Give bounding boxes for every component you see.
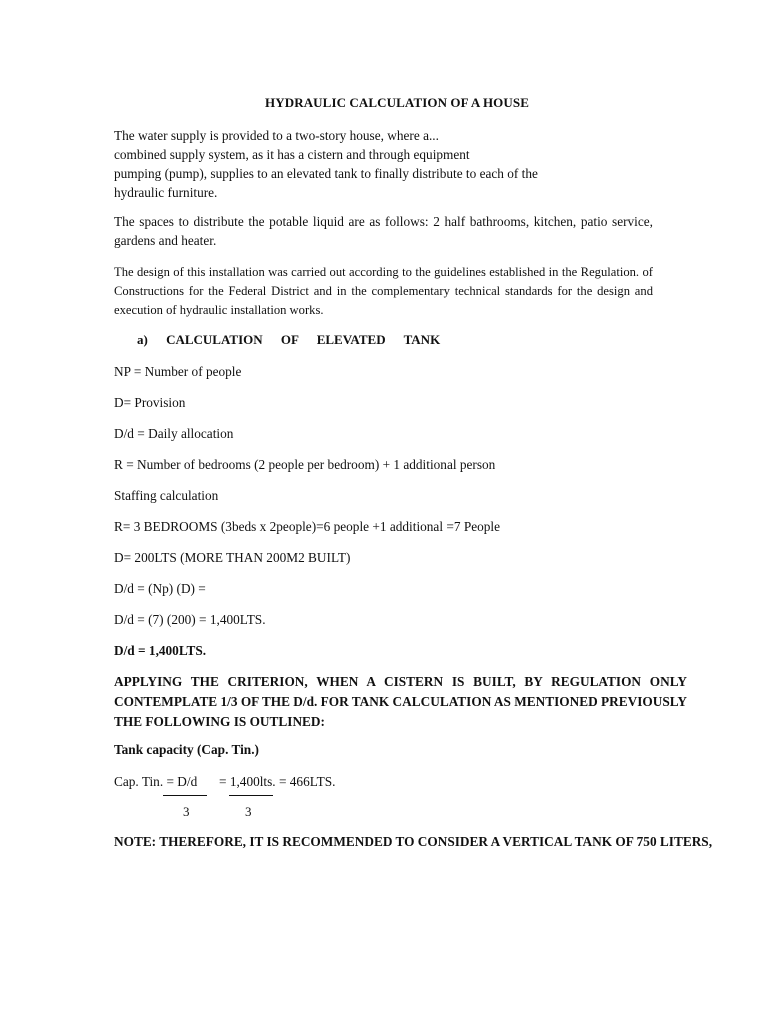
bedrooms-calc: R= 3 BEDROOMS (3beds x 2people)=6 people +1 additional =7 People [114, 519, 501, 534]
fraction-bar-1 [163, 795, 207, 796]
denominator-1: 3 [183, 804, 190, 819]
intro-paragraph [114, 126, 574, 202]
spaces-paragraph: The spaces to distribute the potable liquid are as follows: 2 half bathrooms, kitchen, patio service, gardens and heater. [114, 214, 653, 248]
definition-dd: D/d = Daily allocation [114, 426, 234, 441]
formula-left: Cap. Tin. = D/d [114, 774, 198, 789]
intro-line: The water supply is provided to a two-story house, where a... [114, 128, 439, 143]
definition-np: NP = Number of people [114, 364, 242, 379]
staffing-label: Staffing calculation [114, 488, 219, 503]
dd-calculation: D/d = (7) (200) = 1,400LTS. [114, 612, 266, 627]
intro-line: combined supply system, as it has a cistern and through equipment [114, 147, 470, 162]
dd-formula: D/d = (Np) (D) = [114, 581, 206, 596]
denominator-2: 3 [245, 804, 252, 819]
document-title: HYDRAULIC CALCULATION OF A HOUSE [265, 95, 529, 110]
recommendation-note: NOTE: THEREFORE, IT IS RECOMMENDED TO CONSIDER A VERTICAL TANK OF 750 LITERS, [114, 834, 713, 849]
design-paragraph: The design of this installation was carried out according to the guidelines established in the Regulation. of Constructions for the Federal District and in the complementary technical standards for the design and execution of hydraulic installation works. [114, 265, 653, 317]
intro-line: pumping (pump), supplies to an elevated tank to finally distribute to each of the [114, 166, 538, 181]
definition-r: R = Number of bedrooms (2 people per bedroom) + 1 additional person [114, 457, 496, 472]
definition-d: D= Provision [114, 395, 186, 410]
section-a-heading: a) CALCULATION OF ELEVATED TANK [137, 332, 441, 347]
provision-value: D= 200LTS (MORE THAN 200M2 BUILT) [114, 550, 351, 565]
intro-line: hydraulic furniture. [114, 185, 218, 200]
fraction-bar-2 [229, 795, 273, 796]
criterion-paragraph: APPLYING THE CRITERION, WHEN A CISTERN IS BUILT, BY REGULATION ONLY CONTEMPLATE 1/3 OF THE D/d. FOR TANK CALCULATION AS MENTIONED PREVIOUSLY THE FOLLOWING IS OUTLINED: [114, 674, 687, 729]
formula-right: = 1,400lts. = 466LTS. [219, 774, 336, 789]
dd-result: D/d = 1,400LTS. [114, 643, 207, 658]
tank-capacity-heading: Tank capacity (Cap. Tin.) [114, 742, 259, 757]
